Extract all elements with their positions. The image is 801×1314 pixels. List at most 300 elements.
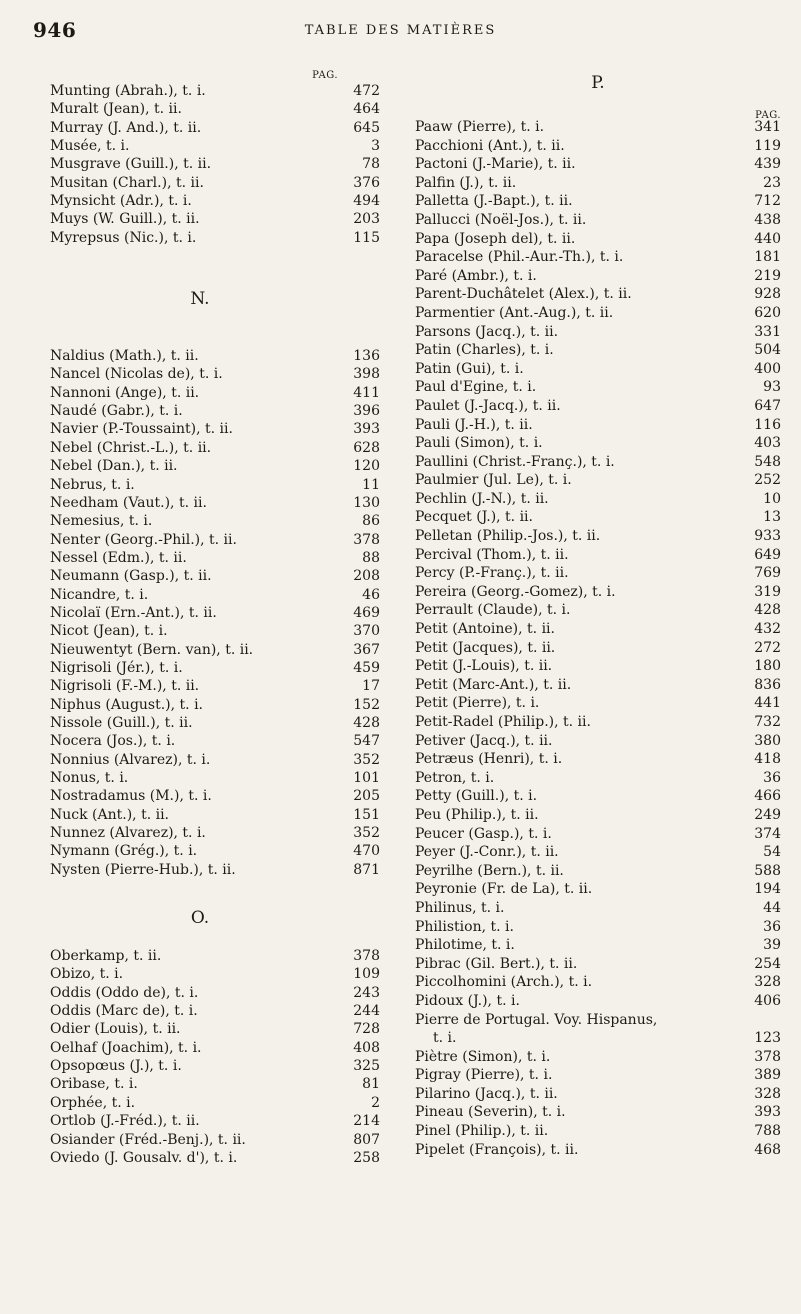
index-entry [50,824,380,842]
entry-name: Naudé (Gabr.), t. i. [50,403,183,420]
entry-name: Pidoux (J.), t. i. [415,992,520,1009]
index-entry [415,285,781,304]
index-entry [50,965,380,983]
index-entry [415,118,781,137]
entry-name: Petiver (Jacq.), t. ii. [415,732,553,749]
entry-page: 398 [353,366,380,383]
page-header [0,18,801,46]
entry-page: 252 [754,472,781,489]
index-entry [50,622,380,640]
entry-name: t. i. [433,1030,457,1047]
index-entry [415,453,781,472]
index-entry [50,210,380,228]
entry-name: Myrepsus (Nic.), t. i. [50,229,197,246]
index-entry [415,694,781,713]
entry-page: 393 [353,421,380,438]
entry-page: 249 [754,806,781,823]
index-entry [415,676,781,695]
entry-page: 194 [754,881,781,898]
entry-page: 81 [362,1076,380,1093]
entry-name: Obizo, t. i. [50,966,124,983]
entry-name: Nigrisoli (F.-M.), t. ii. [50,678,200,695]
index-entry [415,397,781,416]
entry-name: Peyrilhe (Bern.), t. ii. [415,862,564,879]
entry-name: Petit (Pierre), t. i. [415,695,540,712]
entry-page: 472 [353,83,380,99]
entry-name: Nigrisoli (Jér.), t. i. [50,659,183,676]
index-entry [50,769,380,787]
entry-page: 181 [754,249,781,266]
entry-page: 214 [353,1113,380,1130]
index-entry [415,601,781,620]
entry-page: 769 [754,565,781,582]
index-entry [415,527,781,546]
entry-name: Paulmier (Jul. Le), t. i. [415,472,572,489]
entry-page: 732 [754,714,781,730]
letter-heading-p: P. [591,73,605,93]
entry-name: Nannoni (Ange), t. ii. [50,384,200,401]
entry-name: Nemesius, t. i. [50,513,153,530]
entry-name: Nicandre, t. i. [50,586,149,603]
index-entry [415,155,781,174]
entry-name: Paracelse (Phil.-Aur.-Th.), t. i. [415,249,624,266]
index-entry [415,880,781,899]
entry-name: Nebrus, t. i. [50,476,135,493]
entry-name: Pechlin (J.-N.), t. ii. [415,490,549,507]
index-entry [50,861,380,879]
index-entry [415,1103,781,1122]
entry-name: Nonus, t. i. [50,770,129,786]
section-p-list [415,118,781,1159]
index-entry [50,1039,380,1057]
entry-page: 93 [763,379,781,396]
entry-page: 378 [353,948,380,965]
index-entry [50,641,380,659]
entry-page: 440 [754,230,781,247]
index-entry [415,639,781,658]
entry-name: Muys (W. Guill.), t. ii. [50,211,200,228]
index-entry [50,984,380,1002]
index-entry [415,936,781,955]
index-entry [50,604,380,622]
entry-name: Peu (Philip.), t. ii. [415,806,539,823]
entry-page: 441 [754,695,781,712]
entry-name: Pibrac (Gil. Bert.), t. ii. [415,955,578,972]
entry-name: Navier (P.-Toussaint), t. ii. [50,421,233,438]
entry-page: 628 [353,439,380,456]
index-entry [50,567,380,585]
entry-page: 428 [353,714,380,731]
index-entry [415,955,781,974]
entry-page: 645 [353,119,380,136]
entry-page: 152 [353,696,380,713]
entry-name: Oddis (Oddo de), t. i. [50,984,199,1001]
index-entry [415,248,781,267]
entry-page: 136 [353,348,380,365]
entry-page: 44 [763,899,781,916]
index-entry [415,973,781,992]
index-entry [50,659,380,677]
index-entry [415,564,781,583]
entry-page: 180 [754,658,781,675]
entry-name: Oberkamp, t. ii. [50,948,162,965]
entry-name: Paul d'Egine, t. i. [415,379,537,396]
entry-page: 403 [754,435,781,452]
entry-page: 432 [754,621,781,638]
entry-name: Petit (J.-Louis), t. ii. [415,658,553,675]
index-entry [50,751,380,769]
index-entry [50,677,380,695]
entry-name: Nissole (Guill.), t. ii. [50,714,193,731]
entry-name: Percy (P.-Franç.), t. ii. [415,565,569,582]
entry-page: 393 [754,1104,781,1121]
entry-page: 243 [353,984,380,1001]
entry-page: 396 [353,403,380,420]
entry-name: Pauli (Simon), t. i. [415,435,543,452]
index-entry [415,1141,781,1160]
entry-page: 54 [763,844,781,861]
index-entry [50,155,380,173]
entry-page: 464 [353,101,380,118]
entry-name: Nicot (Jean), t. i. [50,623,168,640]
entry-page: 620 [754,304,781,321]
entry-name: Nysten (Pierre-Hub.), t. ii. [50,861,236,878]
entry-page: 272 [754,639,781,656]
entry-page: 836 [754,676,781,693]
index-entry [50,732,380,750]
entry-page: 400 [754,360,781,377]
index-entry [415,341,781,360]
entry-name: Philotime, t. i. [415,937,515,954]
index-entry [415,174,781,193]
entry-page: 36 [763,769,781,786]
entry-name: Palfin (J.), t. ii. [415,174,517,191]
pag-label: PAG. [312,70,338,81]
index-entry [415,1085,781,1104]
pag-label-right: PAG. [755,110,781,121]
entry-page: 928 [754,286,781,303]
entry-name: Pallucci (Noël-Jos.), t. ii. [415,211,587,228]
entry-page: 378 [754,1048,781,1065]
entry-page: 258 [353,1149,380,1166]
index-entry [50,1094,380,1112]
entry-name: Nocera (Jos.), t. i. [50,733,176,750]
entry-name: Pigray (Pierre), t. i. [415,1067,553,1084]
entry-name: Petty (Guill.), t. i. [415,788,538,805]
index-entry [415,267,781,286]
entry-name: Nenter (Georg.-Phil.), t. ii. [50,531,237,548]
entry-page: 23 [763,174,781,191]
entry-name: Pecquet (J.), t. ii. [415,509,533,526]
entry-page: 588 [754,862,781,879]
entry-page: 11 [362,476,380,493]
entry-page: 466 [754,788,781,805]
index-entry [50,531,380,549]
entry-page: 547 [353,733,380,750]
entry-page: 331 [754,323,781,340]
index-entry [415,378,781,397]
entry-page: 367 [353,641,380,658]
index-entry [415,732,781,751]
entry-page: 205 [353,788,380,805]
index-entry [415,750,781,769]
index-entry [415,1122,781,1141]
index-entry [50,476,380,494]
entry-page: 370 [353,623,380,640]
entry-name: Paré (Ambr.), t. i. [415,267,537,284]
entry-page: 2 [371,1094,380,1111]
section-n-list [50,347,380,879]
entry-name: Nicolaï (Ern.-Ant.), t. ii. [50,604,217,621]
entry-name: Oribase, t. i. [50,1076,138,1093]
index-entry [50,586,380,604]
entry-name: Pinel (Philip.), t. ii. [415,1123,549,1140]
entry-page: 101 [353,770,380,786]
index-entry [415,471,781,490]
index-entry [50,457,380,475]
entry-name: Percival (Thom.), t. ii. [415,546,569,563]
entry-page: 88 [362,549,380,566]
right-column [415,70,781,1159]
entry-name: Nebel (Dan.), t. ii. [50,458,178,475]
entry-name: Nancel (Nicolas de), t. i. [50,366,223,383]
entry-page: 151 [353,806,380,823]
entry-name: Ortlob (J.-Fréd.), t. ii. [50,1113,200,1130]
index-entry [415,137,781,156]
entry-page: 109 [353,966,380,983]
entry-page: 352 [353,825,380,842]
entry-name: Papa (Joseph del), t. ii. [415,230,576,247]
index-entry [415,490,781,509]
index-entry [415,546,781,565]
entry-name: Pipelet (François), t. ii. [415,1141,579,1158]
entry-name: Petit-Radel (Philip.), t. ii. [415,714,591,730]
index-entry [415,583,781,602]
entry-name: Peucer (Gasp.), t. i. [415,825,552,842]
entry-name: Nieuwentyt (Bern. van), t. ii. [50,641,254,658]
entry-page: 378 [353,531,380,548]
letter-heading-n: N. [190,289,210,310]
index-entry [50,137,380,155]
index-entry [415,769,781,788]
index-entry [415,620,781,639]
index-entry [415,192,781,211]
entry-page [737,1011,781,1030]
entry-name: Pacchioni (Ant.), t. ii. [415,137,565,154]
entry-page: 208 [353,568,380,585]
entry-page: 219 [754,267,781,284]
entry-name: Odier (Louis), t. ii. [50,1021,181,1038]
entry-name: Pilarino (Jacq.), t. ii. [415,1085,558,1102]
entry-name: Muralt (Jean), t. ii. [50,101,182,118]
entry-name: Petit (Marc-Ant.), t. ii. [415,676,572,693]
index-entry [50,512,380,530]
entry-page: 328 [754,974,781,991]
entry-name: Palletta (J.-Bapt.), t. ii. [415,193,573,210]
entry-page: 469 [353,604,380,621]
entry-name: Paulet (J.-Jacq.), t. ii. [415,397,561,414]
index-entry [415,899,781,918]
entry-page: 712 [754,193,781,210]
index-entry [50,714,380,732]
entry-page: 428 [754,602,781,619]
entry-name: Piètre (Simon), t. i. [415,1048,551,1065]
entry-page: 39 [763,937,781,954]
entry-name: Pauli (J.-H.), t. ii. [415,416,533,433]
index-entry [50,229,380,247]
entry-name: Pineau (Severin), t. i. [415,1104,566,1121]
entry-page: 78 [362,156,380,173]
index-entry [415,416,781,435]
entry-name: Paullini (Christ.-Franç.), t. i. [415,453,615,470]
index-entry [415,1011,781,1030]
index-entry [50,1075,380,1093]
entry-page: 933 [754,528,781,545]
entry-page: 647 [754,397,781,414]
entry-name: Oddis (Marc de), t. i. [50,1003,198,1020]
entry-name: Osiander (Fréd.-Benj.), t. ii. [50,1131,246,1148]
index-entry [415,806,781,825]
entry-name: Philistion, t. i. [415,918,514,935]
entry-page: 389 [754,1067,781,1084]
index-entry [50,842,380,860]
entry-page: 244 [353,1003,380,1020]
entry-name: Nebel (Christ.-L.), t. ii. [50,439,212,456]
index-entry [415,211,781,230]
entry-name: Perrault (Claude), t. i. [415,602,571,619]
entry-page: 123 [754,1030,781,1047]
entry-name: Nostradamus (M.), t. i. [50,788,212,805]
entry-name: Nonnius (Alvarez), t. i. [50,751,211,768]
entry-page: 116 [754,416,781,433]
entry-page: 328 [754,1085,781,1102]
entry-name: Patin (Charles), t. i. [415,342,554,359]
entry-page: 374 [754,825,781,842]
entry-name: Nunnez (Alvarez), t. i. [50,825,206,842]
index-entry [50,494,380,512]
page-number: 946 [33,18,77,42]
index-entry [50,82,380,100]
index-entry [415,918,781,937]
entry-page: 459 [353,659,380,676]
entry-page: 203 [353,211,380,228]
entry-page: 408 [353,1039,380,1056]
entry-page: 406 [754,992,781,1009]
index-entry [415,843,781,862]
entry-name: Parmentier (Ant.-Aug.), t. ii. [415,304,614,321]
entry-name: Murray (J. And.), t. ii. [50,119,202,136]
index-entry [50,549,380,567]
index-entry [415,713,781,732]
entry-name: Needham (Vaut.), t. ii. [50,494,207,511]
entry-page: 120 [353,458,380,475]
index-entry [50,947,380,965]
entry-name: Naldius (Math.), t. ii. [50,348,199,365]
entry-page: 46 [362,586,380,603]
index-entry [415,992,781,1011]
entry-name: Mynsicht (Adr.), t. i. [50,193,192,210]
entry-name: Petit (Antoine), t. ii. [415,621,555,638]
index-entry [50,420,380,438]
entry-page: 119 [754,137,781,154]
entry-name: Niphus (August.), t. i. [50,696,204,713]
entry-name: Philinus, t. i. [415,899,505,916]
index-entry [50,402,380,420]
entry-page: 341 [754,119,781,135]
entry-page: 788 [754,1123,781,1140]
index-entry [50,1149,380,1167]
entry-name: Peyer (J.-Conr.), t. ii. [415,844,559,861]
entry-page: 807 [353,1131,380,1148]
entry-name: Musgrave (Guill.), t. ii. [50,156,212,173]
index-entry [50,365,380,383]
index-entry [50,347,380,365]
index-entry [415,787,781,806]
entry-name: Parent-Duchâtelet (Alex.), t. ii. [415,286,632,303]
index-entry [50,1057,380,1075]
entry-name: Petit (Jacques), t. ii. [415,639,556,656]
index-entry [415,360,781,379]
entry-name: Neumann (Gasp.), t. ii. [50,568,212,585]
entry-page: 3 [371,138,380,155]
index-entry [50,1020,380,1038]
index-entry [50,787,380,805]
entry-name: Pactoni (J.-Marie), t. ii. [415,156,576,173]
entry-name: Petræus (Henri), t. i. [415,751,563,768]
section-o-list [50,947,380,1167]
index-entry [415,304,781,323]
index-entry [50,439,380,457]
entry-page: 649 [754,546,781,563]
index-entry [415,1029,781,1048]
entry-name: Petron, t. i. [415,769,495,786]
entry-name: Piccolhomini (Arch.), t. i. [415,974,593,991]
entry-name: Pereira (Georg.-Gomez), t. i. [415,583,616,600]
index-entry [415,657,781,676]
running-title: TABLE DES MATIÈRES [304,23,497,38]
entry-page: 352 [353,751,380,768]
entry-name: Opsopœus (J.), t. i. [50,1058,182,1075]
index-entry [415,508,781,527]
entry-name: Orphée, t. i. [50,1094,136,1111]
index-entry [415,1048,781,1067]
entry-page: 411 [353,384,380,401]
entry-page: 376 [353,174,380,191]
index-entry [415,1066,781,1085]
index-entry [50,384,380,402]
left-column [50,70,380,1167]
index-entry [50,119,380,137]
index-entry [50,174,380,192]
entry-page: 86 [362,513,380,530]
entry-page: 728 [353,1021,380,1038]
entry-name: Oviedo (J. Gousalv. d'), t. i. [50,1149,238,1166]
entry-page: 319 [754,583,781,600]
entry-page: 13 [763,509,781,526]
entry-page: 871 [353,861,380,878]
entry-name: Nessel (Edm.), t. ii. [50,549,187,566]
entry-page: 10 [763,490,781,507]
entry-page: 17 [362,678,380,695]
entry-name: Pierre de Portugal. Voy. Hispanus, [415,1011,658,1028]
entry-name: Nuck (Ant.), t. ii. [50,806,169,823]
index-entry [50,192,380,210]
index-entry [415,230,781,249]
entry-page: 418 [754,751,781,768]
entry-page: 504 [754,342,781,359]
entry-name: Paaw (Pierre), t. i. [415,119,545,135]
index-entry [50,1002,380,1020]
